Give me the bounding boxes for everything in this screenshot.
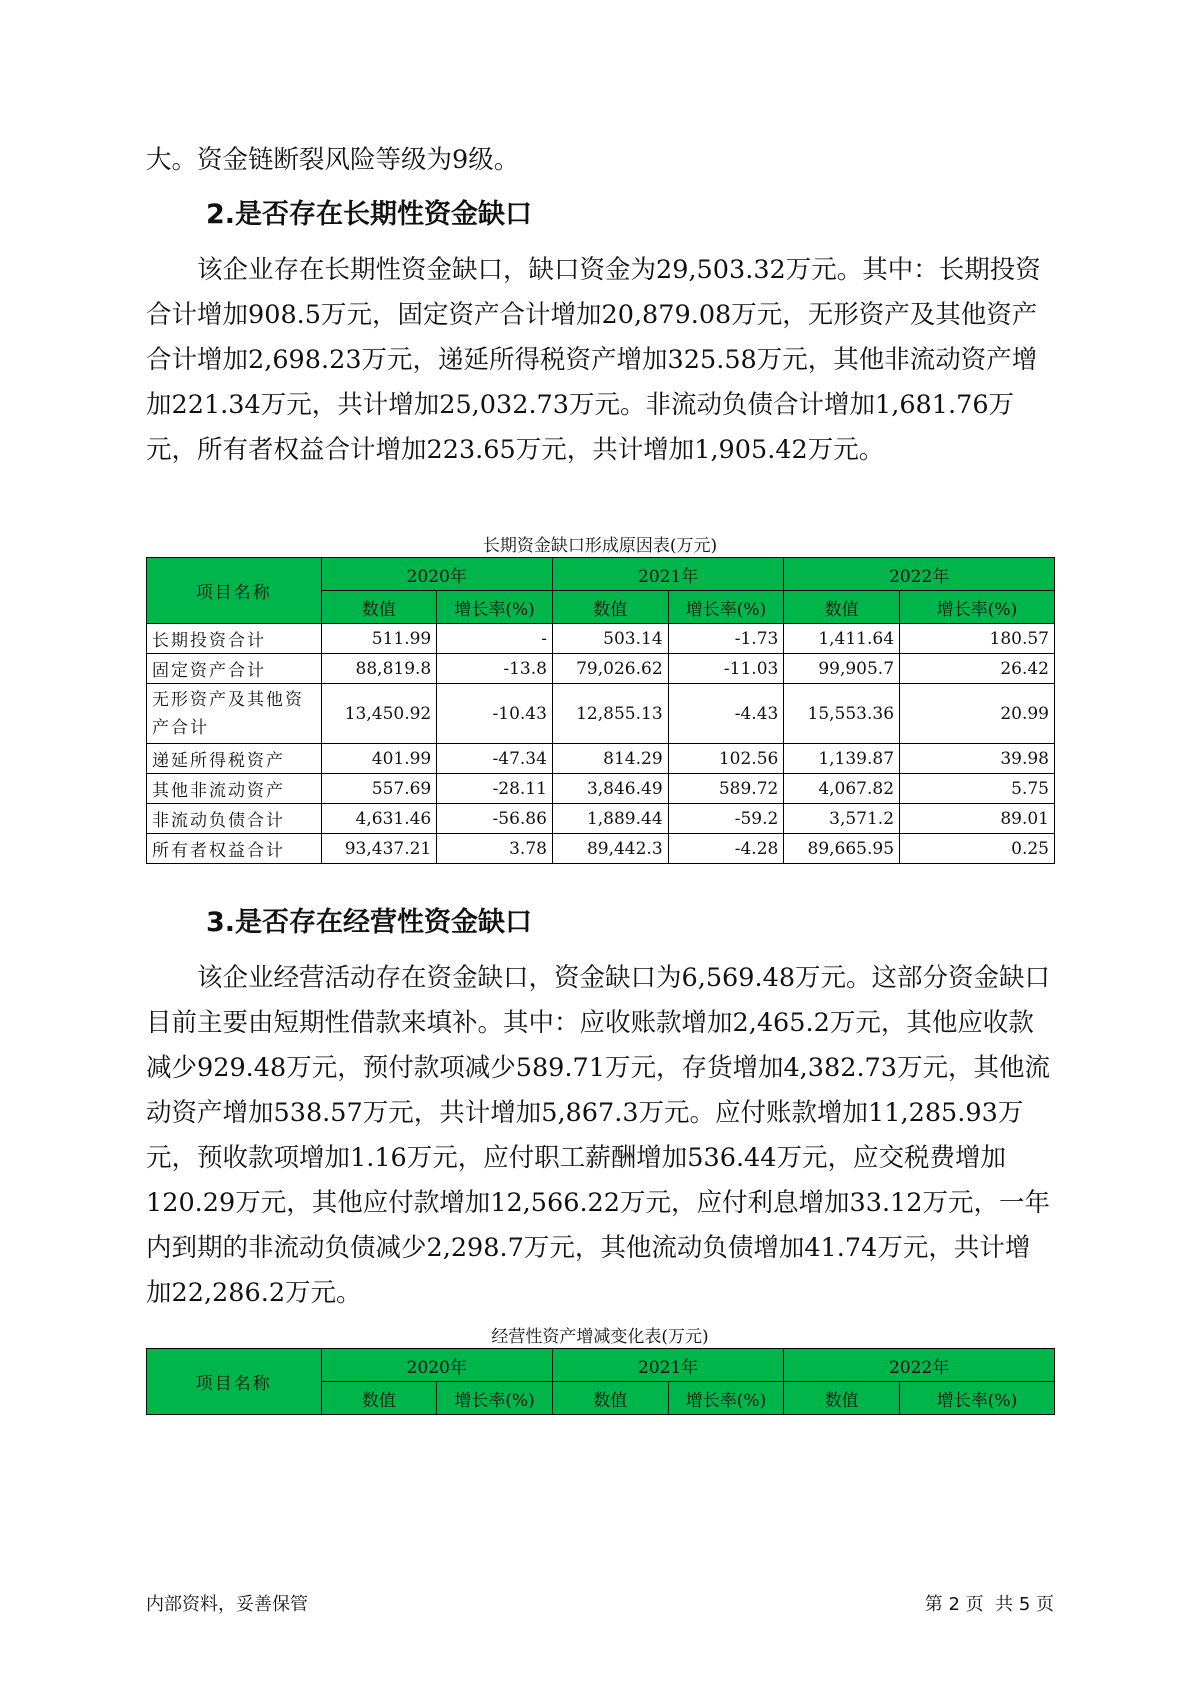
- table-1-caption: 长期资金缺口形成原因表(万元): [482, 536, 718, 556]
- growth-2020-cell: -: [437, 624, 553, 654]
- header-year-2020: 2020年: [321, 558, 552, 591]
- value-2022-cell: 15,553.36: [784, 684, 900, 744]
- value-2020-cell: 557.69: [321, 774, 437, 804]
- value-2020-cell: 88,819.8: [321, 654, 437, 684]
- header-value: 数值: [552, 591, 668, 624]
- table-body: [147, 624, 1055, 864]
- table-row: [147, 834, 1055, 864]
- long-term-gap-table: [146, 557, 1055, 864]
- header-growth: 增长率(%): [900, 1382, 1055, 1415]
- growth-2022-cell: 89.01: [900, 804, 1055, 834]
- header-item-name: 项目名称: [147, 558, 322, 624]
- table-row: [147, 774, 1055, 804]
- paragraph-continuation: 大。资金链断裂风险等级为9级。: [146, 145, 520, 175]
- table-row: [147, 624, 1055, 654]
- header-value: 数值: [321, 591, 437, 624]
- header-growth: 增长率(%): [668, 1382, 784, 1415]
- growth-2021-cell: -4.28: [668, 834, 784, 864]
- row-name-cell: 无形资产及其他资产合计: [147, 684, 322, 744]
- row-name-cell: 递延所得税资产: [147, 744, 322, 774]
- value-2021-cell: 12,855.13: [552, 684, 668, 744]
- growth-2020-cell: 3.78: [437, 834, 553, 864]
- value-2021-cell: 79,026.62: [552, 654, 668, 684]
- table-2-caption: 经营性资产增减变化表(万元): [491, 1327, 709, 1347]
- value-2021-cell: 503.14: [552, 624, 668, 654]
- header-value: 数值: [784, 591, 900, 624]
- row-name-cell: 固定资产合计: [147, 654, 322, 684]
- growth-2020-cell: -56.86: [437, 804, 553, 834]
- table-row: [147, 744, 1055, 774]
- value-2022-cell: 99,905.7: [784, 654, 900, 684]
- value-2022-cell: 1,139.87: [784, 744, 900, 774]
- row-name-cell: 非流动负债合计: [147, 804, 322, 834]
- growth-2020-cell: -10.43: [437, 684, 553, 744]
- value-2022-cell: 89,665.95: [784, 834, 900, 864]
- growth-2022-cell: 26.42: [900, 654, 1055, 684]
- row-name-cell: 长期投资合计: [147, 624, 322, 654]
- growth-2021-cell: 589.72: [668, 774, 784, 804]
- value-2021-cell: 814.29: [552, 744, 668, 774]
- growth-2020-cell: -13.8: [437, 654, 553, 684]
- growth-2021-cell: -4.43: [668, 684, 784, 744]
- header-value: 数值: [552, 1382, 668, 1415]
- value-2022-cell: 1,411.64: [784, 624, 900, 654]
- growth-2022-cell: 20.99: [900, 684, 1055, 744]
- row-name-cell: 所有者权益合计: [147, 834, 322, 864]
- value-2020-cell: 13,450.92: [321, 684, 437, 744]
- header-growth: 增长率(%): [900, 591, 1055, 624]
- table-header-row: [147, 558, 1055, 591]
- table-row: [147, 804, 1055, 834]
- value-2020-cell: 401.99: [321, 744, 437, 774]
- header-growth: 增长率(%): [437, 591, 553, 624]
- section-3-paragraph: 该企业经营活动存在资金缺口，资金缺口为6,569.48万元。这部分资金缺口目前主要由短期性借款来填补。其中：应收账款增加2,465.2万元，其他应收款减少929.48万元，预付款项减少589.71万元，存货增加4,382.73万元，其他流动资产增加538.57万元，共计增加5,867.3万元。应付账款增加11,285.93万元，预收款项增加1.16万元，应付职工薪酬增加536.44万元，应交税费增加120.29万元，其他应付款增加12,566.22万元，应付利息增加33.12万元，一年内到期的非流动负债减少2,298.7万元，其他流动负债增加41.74万元，共计增加22,286.2万元。: [146, 963, 1051, 1308]
- value-2020-cell: 511.99: [321, 624, 437, 654]
- header-item-name: 项目名称: [147, 1349, 322, 1415]
- table-header-row: [147, 1349, 1055, 1382]
- header-year-2022: 2022年: [784, 558, 1055, 591]
- value-2021-cell: 1,889.44: [552, 804, 668, 834]
- value-2021-cell: 3,846.49: [552, 774, 668, 804]
- value-2021-cell: 89,442.3: [552, 834, 668, 864]
- header-year-2020: 2020年: [321, 1349, 552, 1382]
- operating-assets-table: [146, 1348, 1055, 1415]
- growth-2021-cell: -11.03: [668, 654, 784, 684]
- table-row: [147, 654, 1055, 684]
- growth-2020-cell: -28.11: [437, 774, 553, 804]
- value-2022-cell: 4,067.82: [784, 774, 900, 804]
- value-2020-cell: 4,631.46: [321, 804, 437, 834]
- header-year-2021: 2021年: [552, 1349, 783, 1382]
- header-value: 数值: [321, 1382, 437, 1415]
- header-year-2022: 2022年: [784, 1349, 1055, 1382]
- header-growth: 增长率(%): [668, 591, 784, 624]
- section-2-paragraph: 该企业存在长期性资金缺口，缺口资金为29,503.32万元。其中：长期投资合计增加908.5万元，固定资产合计增加20,879.08万元，无形资产及其他资产合计增加2,698.23万元，递延所得税资产增加325.58万元，其他非流动资产增加221.34万元，共计增加25,032.73万元。非流动负债合计增加1,681.76万元，所有者权益合计增加223.65万元，共计增加1,905.42万元。: [146, 255, 1041, 465]
- header-value: 数值: [784, 1382, 900, 1415]
- section-2-heading: 2.是否存在长期性资金缺口: [206, 199, 533, 230]
- growth-2022-cell: 5.75: [900, 774, 1055, 804]
- footer-confidential-note: 内部资料，妥善保管: [146, 1594, 308, 1615]
- header-growth: 增长率(%): [437, 1382, 553, 1415]
- section-3-heading: 3.是否存在经营性资金缺口: [206, 907, 533, 938]
- value-2020-cell: 93,437.21: [321, 834, 437, 864]
- row-name-cell: 其他非流动资产: [147, 774, 322, 804]
- growth-2021-cell: 102.56: [668, 744, 784, 774]
- header-year-2021: 2021年: [552, 558, 783, 591]
- growth-2021-cell: -1.73: [668, 624, 784, 654]
- footer-page-number: 第 2 页 共 5 页: [924, 1594, 1054, 1615]
- growth-2020-cell: -47.34: [437, 744, 553, 774]
- growth-2021-cell: -59.2: [668, 804, 784, 834]
- growth-2022-cell: 39.98: [900, 744, 1055, 774]
- value-2022-cell: 3,571.2: [784, 804, 900, 834]
- growth-2022-cell: 180.57: [900, 624, 1055, 654]
- growth-2022-cell: 0.25: [900, 834, 1055, 864]
- table-row: [147, 684, 1055, 744]
